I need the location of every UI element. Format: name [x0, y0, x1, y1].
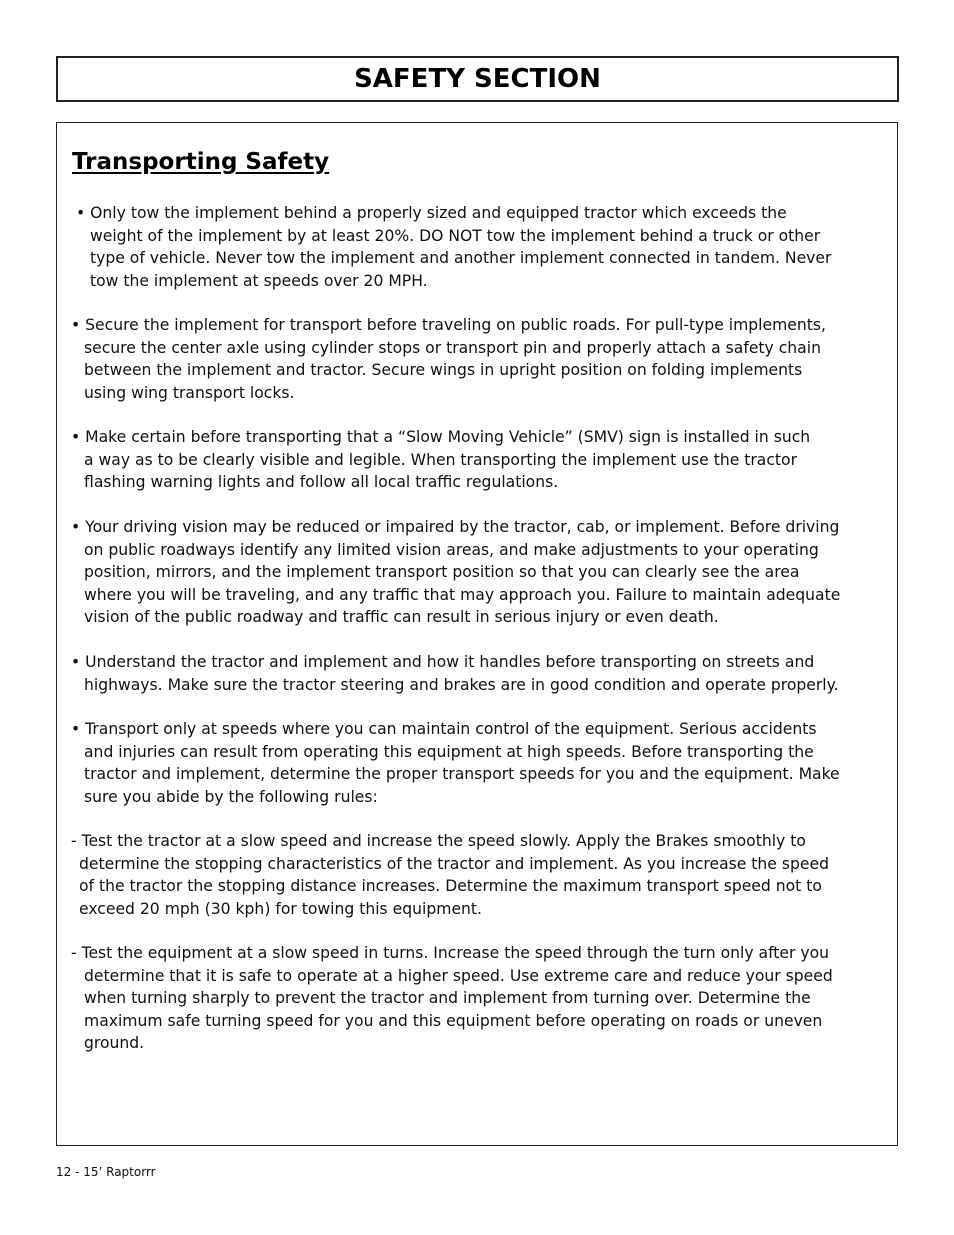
paragraph-line: sure you abide by the following rules:: [84, 787, 378, 806]
safety-paragraph-4: [71, 516, 840, 629]
paragraph-line: where you will be traveling, and any traffic that may approach you. Failure to maintain adequate: [84, 585, 841, 604]
safety-rule-1: [71, 830, 829, 920]
page-title: SAFETY SECTION: [354, 64, 601, 94]
paragraph-line: • Transport only at speeds where you can maintain control of the equipment. Serious accidents: [71, 720, 817, 738]
paragraph-line: tractor and implement, determine the proper transport speeds for you and the equipment. Make: [84, 765, 840, 783]
paragraph-line: tow the implement at speeds over 20 MPH.: [90, 271, 428, 290]
paragraph-line: flashing warning lights and follow all local traffic regulations.: [84, 473, 559, 491]
paragraph-line: between the implement and tractor. Secure wings in upright position on folding implements: [84, 361, 803, 379]
section-header: [56, 56, 899, 102]
safety-paragraph-1: [76, 202, 831, 292]
paragraph-line: - Test the equipment at a slow speed in turns. Increase the speed through the turn only after you: [71, 944, 830, 962]
paragraph-line: and injuries can result from operating this equipment at high speeds. Before transporting the: [84, 742, 814, 761]
paragraph-line: determine that it is safe to operate at a higher speed. Use extreme care and reduce your speed: [84, 966, 833, 985]
paragraph-line: determine the stopping characteristics of the tractor and implement. As you increase the speed: [79, 854, 829, 873]
paragraph-line: type of vehicle. Never tow the implement and another implement connected in tandem. Never: [90, 249, 832, 267]
paragraph-line: when turning sharply to prevent the tractor and implement from turning over. Determine the: [84, 989, 811, 1007]
paragraph-line: • Make certain before transporting that a “Slow Moving Vehicle” (SMV) sign is installed in such: [71, 428, 811, 446]
paragraph-line: exceed 20 mph (30 kph) for towing this equipment.: [79, 899, 482, 918]
paragraph-line: of the tractor the stopping distance increases. Determine the maximum transport speed not to: [79, 877, 822, 895]
paragraph-line: maximum safe turning speed for you and this equipment before operating on roads or uneven: [84, 1011, 823, 1030]
paragraph-line: • Understand the tractor and implement and how it handles before transporting on streets and: [71, 653, 815, 671]
safety-paragraph-3: [71, 426, 810, 494]
paragraph-line: a way as to be clearly visible and legible. When transporting the implement use the tractor: [84, 450, 797, 469]
paragraph-line: vision of the public roadway and traffic can result in serious injury or even death.: [84, 608, 719, 626]
safety-paragraph-2: [71, 314, 826, 404]
page-footer: 12 - 15’ Raptorrr: [56, 1165, 156, 1179]
paragraph-line: - Test the tractor at a slow speed and increase the speed slowly. Apply the Brakes smoothly to: [71, 832, 806, 850]
paragraph-line: using wing transport locks.: [84, 383, 295, 402]
paragraph-line: secure the center axle using cylinder stops or transport pin and properly attach a safety chain: [84, 338, 821, 357]
paragraph-line: • Only tow the implement behind a properly sized and equipped tractor which exceeds the: [76, 204, 787, 222]
paragraph-line: • Your driving vision may be reduced or impaired by the tractor, cab, or implement. Before driving: [71, 518, 840, 536]
paragraph-line: position, mirrors, and the implement transport position so that you can clearly see the area: [84, 563, 800, 581]
section-heading: Transporting Safety: [72, 149, 330, 175]
paragraph-line: • Secure the implement for transport before traveling on public roads. For pull-type implements,: [71, 316, 826, 334]
paragraph-line: on public roadways identify any limited vision areas, and make adjustments to your operating: [84, 540, 819, 559]
paragraph-line: weight of the implement by at least 20%. DO NOT tow the implement behind a truck or other: [90, 226, 821, 245]
safety-rule-2: [71, 942, 833, 1055]
paragraph-line: highways. Make sure the tractor steering and brakes are in good condition and operate properly.: [84, 675, 839, 694]
paragraph-line: ground.: [84, 1034, 145, 1052]
safety-paragraph-6: [71, 718, 840, 808]
safety-paragraph-5: [71, 651, 839, 696]
content-box: [56, 122, 898, 1146]
